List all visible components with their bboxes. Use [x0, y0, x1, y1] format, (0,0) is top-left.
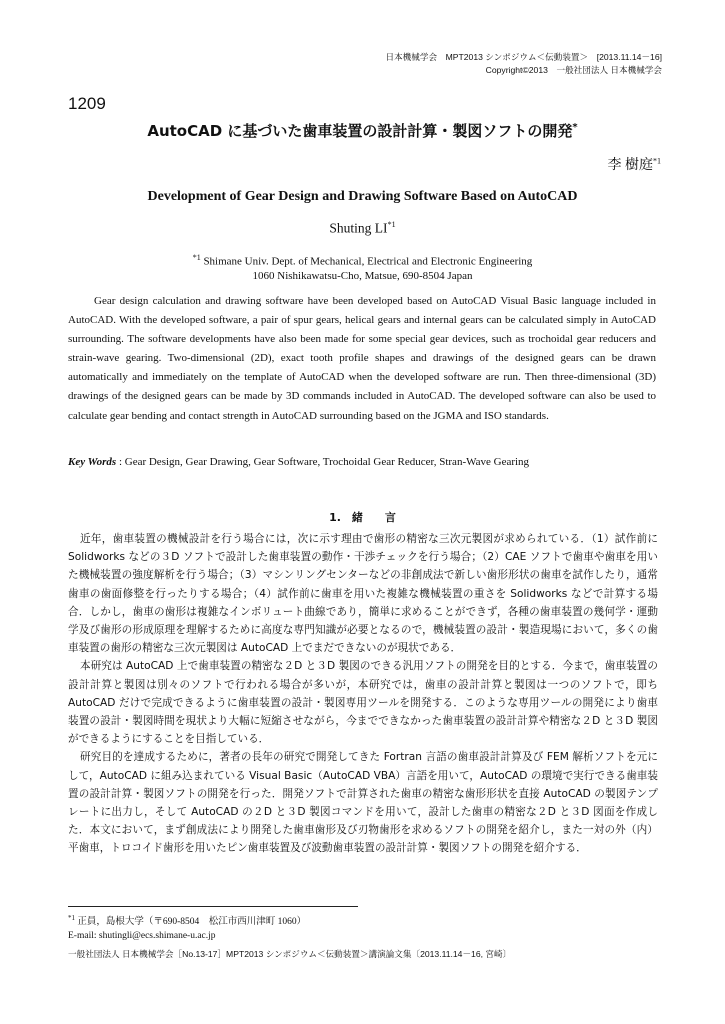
body-text	[68, 530, 658, 858]
title-japanese	[0, 120, 725, 141]
page-header	[385, 51, 662, 77]
section-heading-introduction: 1. 緒 言	[329, 511, 396, 524]
abstract: Gear design calculation and drawing software have been developed based on AutoCAD Visual Basic language included in AutoCAD. With the developed software, a pair of spur gears, helical gears and internal gears can be calculated simply in AutoCAD surrounding. The software developments have also been made for some special gear devices, such as trochoidal gear reducers and strain-wave gearing. Two-dimensional (2D), exact tooth profile shapes and drawings of the designed gears can be drawn automatically and immediately on the template of AutoCAD when the developed software are run. Then three-dimensional (3D) drawings of the designed gears can be made by 3D commands included in AutoCAD. The developed software can also be used to calculate gear bending and contact strength in AutoCAD surrounding based on the JGMA and ISO standards.	[68, 295, 656, 422]
footnote-mark: *1	[68, 914, 75, 922]
keywords-text: : Gear Design, Gear Drawing, Gear Software, Trochoidal Gear Reducer, Stran-Wave Gearing	[118, 456, 530, 468]
author-japanese-mark: *1	[653, 156, 661, 166]
keywords-label: Key Words	[68, 456, 117, 468]
body-paragraph-1: 近年，歯車装置の機械設計を行う場合には，次に示す理由で歯形の精密な三次元製図が求められている．（1）試作前に Solidworks などの３D ソフトで設計した歯車装置の動作・干渉チェックを行う場合；（2）CAE ソフトで歯車や歯車を用いた機械装置の強度解析を行う場合；（3）マシンリングセンターなどの非創成法で新しい歯形形状の歯車を試作したり，通常歯車の歯面修整を行ったりする場合；（4）試作前に歯車を用いた複雑な機械装置の重さを Solidworks などで計算する場合．しかし，歯車の歯形は複雑なインボリュート曲線であり，簡単に求めることができず，各種の歯車装置の幾何学・運動学及び歯形の形成原理を理解するために高度な専門知識が必要となるので，機械装置の設計・製造現場において，多くの歯車装置の歯形の精密な三次元製図は AutoCAD 上でまだできないのが現状である．	[68, 533, 658, 655]
affiliation-line-2: 1060 Nishikawatsu-Cho, Matsue, 690-8504 Japan	[252, 269, 473, 282]
author-english	[0, 220, 725, 237]
author-english-name: Shuting LI	[329, 220, 388, 236]
affiliation-mark: *1	[192, 253, 201, 262]
author-english-mark: *1	[387, 220, 396, 229]
body-paragraph-3: 研究目的を達成するために，著者の長年の研究で開発してきた Fortran 言語の歯車設計計算及び FEM 解析ソフトを元にして，AutoCAD に組み込まれている Visual Basic（AutoCAD VBA）言語を用いて，AutoCAD の環境で実行できる歯車装置の設計計算・製図ソフトの開発を行った．開発ソフトで計算された歯車の精密な歯形形状を直接 AutoCAD の製図テンプレートに出力し，そして AutoCAD の２D と３D 製図コマンドを用いて，設計した歯車の精密な２D と３D 図面を作成した．本文において，まず創成法により開発した歯車歯形及び刃物歯形を求めるソフトの開発を紹介し，また一対の外（内）平歯車，トロコイド歯形を用いたピン歯車装置及び波動歯車装置の設計計算・製図ソフトの開発を紹介する．	[68, 751, 658, 855]
affiliation	[0, 251, 725, 283]
title-english: Development of Gear Design and Drawing Software Based on AutoCAD	[147, 189, 578, 204]
body-paragraph-2: 本研究は AutoCAD 上で歯車装置の精密な２D と３D 製図のできる汎用ソフトの開発を目的とする．今まで，歯車装置の設計計算と製図は別々のソフトで行われる場合が多いが，本研究では，歯車の設計計算と製図は一つのソフトで，即ち AutoCAD だけで完成できるように歯車装置の設計・製図専用ツールを開発する．このような専用ツールの開発により歯車装置の設計・製図時間を現状より大幅に短縮させながら，今までできなかった歯車装置の設計計算や精密な２D と３D 製図ができるようにすることを目指している．	[68, 660, 658, 746]
title-japanese-text: AutoCAD に基づいた歯車装置の設計計算・製図ソフトの開発	[147, 122, 573, 140]
footnote-line-1: 正員，島根大学（〒690-8504 松江市西川津町 1060）	[77, 917, 307, 928]
keywords	[68, 456, 529, 468]
footnote	[68, 911, 306, 943]
footnote-email: E-mail: shutingli@ecs.shimane-u.ac.jp	[68, 931, 216, 942]
paper-number: 1209	[68, 94, 106, 113]
footnote-divider	[68, 906, 358, 907]
header-line-1: 日本機械学会 MPT2013 シンポジウム＜伝動装置＞ [2013.11.14－16]	[385, 52, 662, 62]
affiliation-line-1: Shimane Univ. Dept. of Mechanical, Electrical and Electronic Engineering	[203, 255, 533, 268]
page-footer: 一般社団法人 日本機械学会［No.13-17］MPT2013 シンポジウム＜伝動装置＞講演論文集〔2013.11.14－16, 宮崎〕	[68, 949, 512, 959]
header-line-2: Copyright©2013 一般社団法人 日本機械学会	[485, 65, 662, 75]
author-japanese-name: 李 樹庭	[607, 158, 653, 173]
title-japanese-mark: *	[572, 122, 578, 133]
author-japanese	[608, 154, 662, 174]
